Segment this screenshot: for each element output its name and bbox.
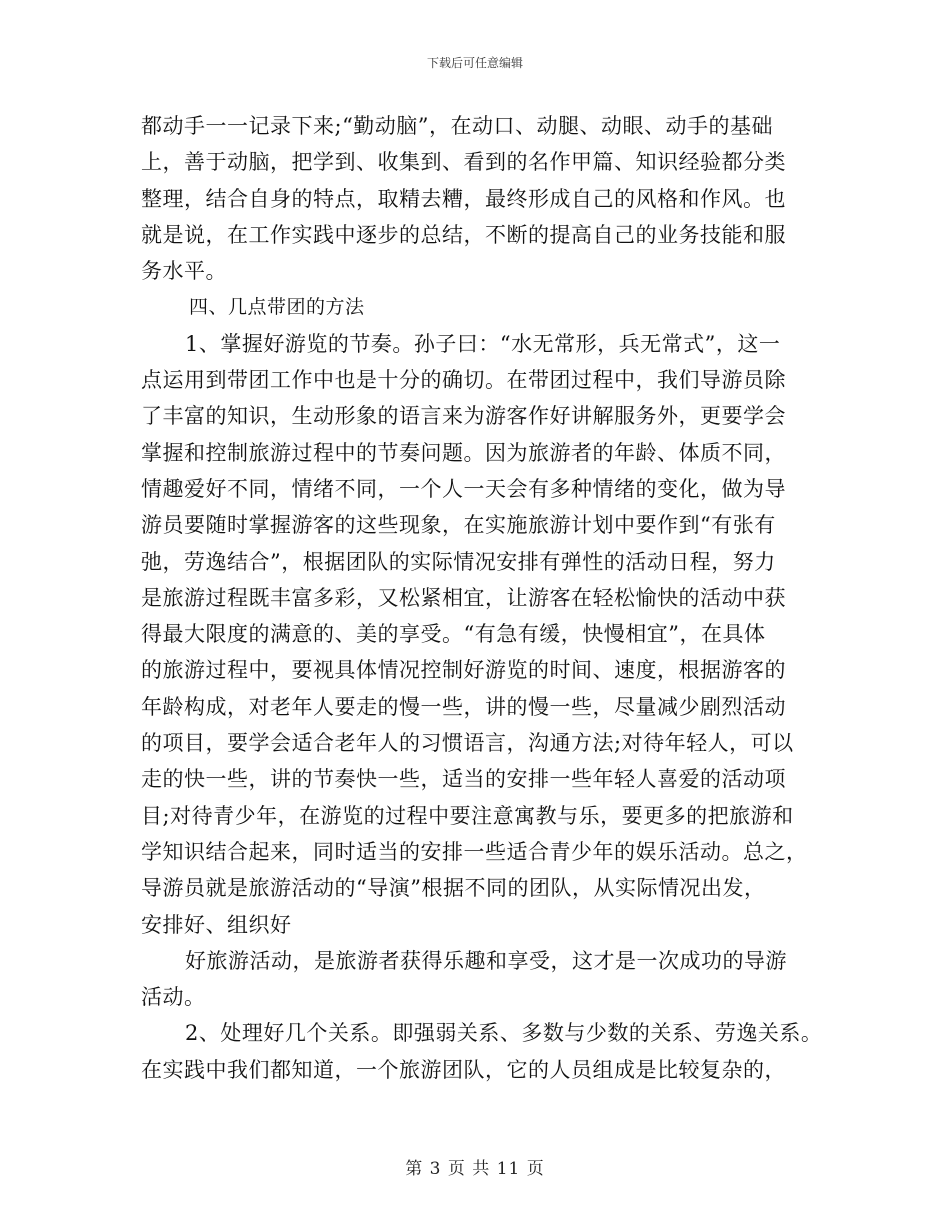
text-line: 点运用到带团工作中也是十分的确切。在带团过程中，我们导游员除 — [141, 368, 786, 393]
section-heading: 四、几点带团的方法 — [189, 296, 365, 319]
text-line: 在实践中我们都知道，一个旅游团队，它的人员组成是比较复杂的， — [141, 1057, 786, 1082]
text-line: 掌握和控制旅游过程中的节奏问题。因为旅游者的年龄、体质不同， — [141, 440, 786, 465]
text-line: 安排好、组织好 — [141, 912, 292, 937]
text-line: 了丰富的知识，生动形象的语言来为游客作好讲解服务外，更要学会 — [141, 404, 786, 429]
text-line: 目;对待青少年，在游览的过程中要注意寓教与乐，要更多的把旅游和 — [141, 803, 794, 828]
paragraph-start: 好旅游活动，是旅游者获得乐趣和享受，这才是一次成功的导游 — [185, 948, 787, 973]
text-line: 务水平。 — [141, 259, 227, 284]
text-line: 的旅游过程中，要视具体情况控制好游览的时间、速度，根据游客的 — [141, 658, 786, 683]
text-line: 走的快一些，讲的节奏快一些，适当的安排一些年轻人喜爱的活动项 — [141, 767, 786, 792]
document-body — [141, 108, 841, 1088]
paragraph-start: 1、掌握好游览的节奏。孙子曰：“水无常形，兵无常式”，这一 — [185, 331, 781, 356]
paragraph-start: 2、处理好几个关系。即强弱关系、多数与少数的关系、劳逸关系。 — [185, 1021, 823, 1046]
text-line: 年龄构成，对老年人要走的慢一些，讲的慢一些，尽量减少剧烈活动 — [141, 694, 786, 719]
text-line: 活动。 — [141, 985, 206, 1010]
text-line: 导游员就是旅游活动的“导演”根据不同的团队，从实际情况出发， — [141, 876, 766, 901]
text-line: 得最大限度的满意的、美的享受。“有急有缓，快慢相宜”，在具体 — [141, 622, 766, 647]
text-line: 上，善于动脑，把学到、收集到、看到的名作甲篇、知识经验都分类 — [141, 150, 786, 175]
page-header: 下载后可任意编辑 — [426, 56, 523, 70]
text-line: 情趣爱好不同，情绪不同，一个人一天会有多种情绪的变化，做为导 — [141, 476, 786, 501]
text-line: 整理，结合自身的特点，取精去糟，最终形成自己的风格和作风。也 — [141, 186, 786, 211]
text-line: 是旅游过程既丰富多彩，又松紧相宜，让游客在轻松愉快的活动中获 — [141, 585, 786, 610]
text-line: 学知识结合起来，同时适当的安排一些适合青少年的娱乐活动。总之， — [141, 839, 808, 864]
text-line: 游员要随时掌握游客的这些现象，在实施旅游计划中要作到“有张有 — [141, 513, 776, 538]
text-line: 的项目，要学会适合老年人的习惯语言，沟通方法;对待年轻人，可以 — [141, 731, 794, 756]
text-line: 弛，劳逸结合”，根据团队的实际情况安排有弹性的活动日程，努力 — [141, 549, 776, 574]
page-footer: 第 3 页 共 11 页 — [405, 1159, 545, 1179]
text-line: 都动手一一记录下来;“勤动脑”，在动口、动腿、动眼、动手的基础 — [141, 114, 774, 138]
text-line: 就是说，在工作实践中逐步的总结，不断的提高自己的业务技能和服 — [141, 222, 786, 247]
